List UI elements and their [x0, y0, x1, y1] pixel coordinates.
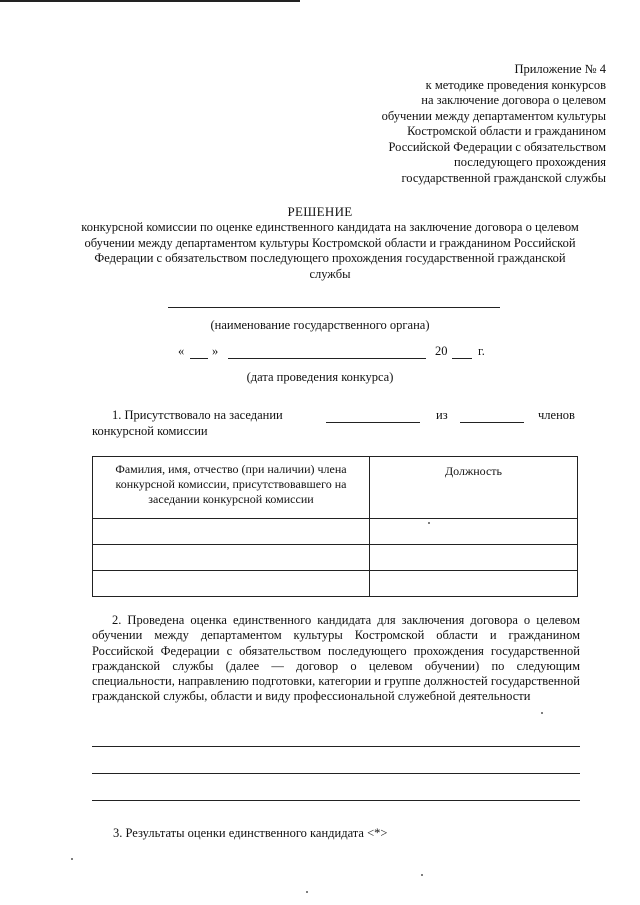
member-position-cell[interactable]	[370, 545, 578, 571]
appendix-line: Российской Федерации с обязательством	[388, 139, 606, 154]
organ-name-field-line[interactable]	[168, 307, 500, 308]
date-caption: (дата проведения конкурса)	[246, 370, 394, 384]
scan-speck	[306, 891, 308, 893]
scan-speck	[71, 858, 73, 860]
appendix-line: государственной гражданской службы	[401, 170, 606, 185]
commission-members-table	[92, 456, 578, 597]
appendix-line: Костромской области и гражданином	[407, 124, 606, 138]
date-year-suffix: г.	[478, 344, 485, 358]
specialty-field-line-3[interactable]	[92, 800, 580, 801]
date-month-field-line[interactable]	[228, 358, 426, 359]
scan-speck	[421, 874, 423, 876]
date-open-quote: «	[178, 344, 185, 358]
table-header-row	[93, 457, 578, 519]
specialty-field-line-1[interactable]	[92, 746, 580, 747]
table-row	[93, 545, 578, 571]
appendix-header	[382, 62, 606, 186]
member-name-cell[interactable]	[93, 545, 370, 571]
document-subtitle: конкурсной комиссии по оценке единственного кандидата на заключение договора о целевом обучении между департаментом культуры Костромской области и гражданином Российской Федерации с обязательством последующего прохождения государственной гражданской службы	[81, 220, 579, 281]
member-name-cell[interactable]	[93, 571, 370, 597]
member-position-cell[interactable]	[370, 519, 578, 545]
appendix-line: Приложение № 4	[514, 62, 606, 76]
present-count-field-line[interactable]	[326, 422, 420, 423]
member-position-cell[interactable]	[370, 571, 578, 597]
specialty-field-line-2[interactable]	[92, 773, 580, 774]
date-year-prefix: 20	[435, 344, 448, 358]
appendix-line: обучении между департаментом культуры	[381, 108, 606, 123]
appendix-line: последующего прохождения	[454, 155, 606, 169]
scan-speck	[428, 522, 430, 524]
item-1-from: из	[436, 408, 448, 422]
header-name-cell: Фамилия, имя, отчество (при наличии) члена конкурсной комиссии, присутствовавшего на заседании конкурсной комиссии	[93, 457, 370, 519]
member-name-cell[interactable]	[93, 519, 370, 545]
scan-speck	[541, 712, 543, 714]
item-1-line-2: конкурсной комиссии	[92, 424, 208, 438]
date-day-field-line[interactable]	[190, 358, 208, 359]
item-3-paragraph: 3. Результаты оценки единственного кандидата <*>	[113, 826, 388, 840]
document-title: РЕШЕНИЕ	[287, 204, 353, 219]
item-2-paragraph: 2. Проведена оценка единственного кандидата для заключения договора о целевом обучении между департаментом культуры Костромской области и гражданином Российской Федерации с обязательством последующего прохождения государственной гражданской службы (далее — договор о целевом обучении) по следующим специальности, направлению подготовки, категории и группе должностей государственной гражданской службы, области и виду профессиональной служебной деятельности	[92, 613, 580, 704]
item-1-members: членов	[538, 408, 575, 422]
organ-name-caption: (наименование государственного органа)	[210, 318, 430, 332]
header-position-cell: Должность	[370, 457, 578, 519]
item-1-text-start: 1. Присутствовало на заседании	[112, 408, 283, 422]
date-year-field-line[interactable]	[452, 358, 472, 359]
appendix-line: к методике проведения конкурсов	[425, 77, 606, 92]
table-row	[93, 519, 578, 545]
total-count-field-line[interactable]	[460, 422, 524, 423]
scan-edge-line	[0, 0, 300, 2]
table-row	[93, 571, 578, 597]
date-close-quote: »	[212, 344, 219, 358]
appendix-line: на заключение договора о целевом	[421, 93, 606, 107]
